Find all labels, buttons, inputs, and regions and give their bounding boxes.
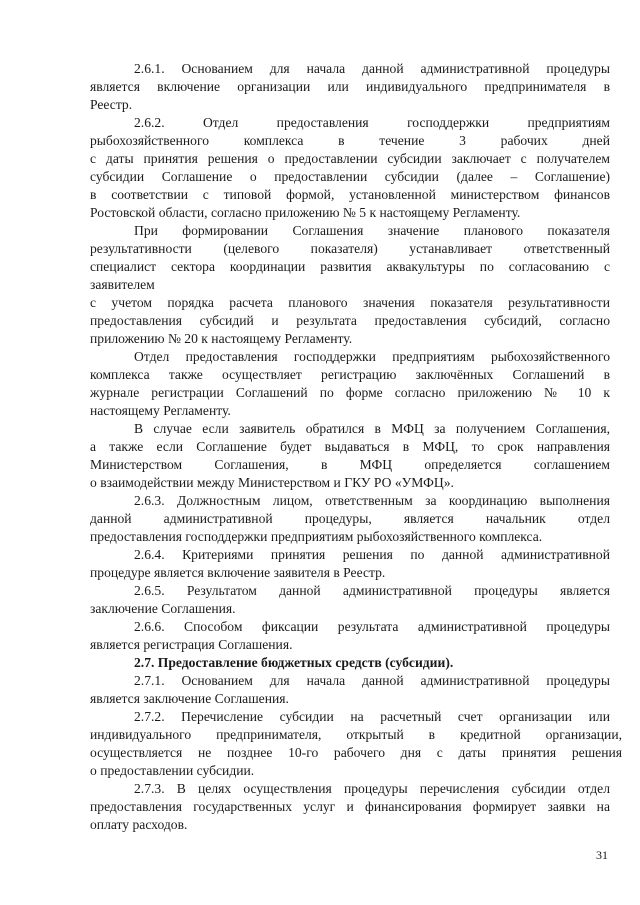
text-line: процедуре является включение заявителя в Реестр. — [90, 565, 386, 580]
text-line: предоставления государственных услуг и финансирования формирует заявки на — [90, 799, 610, 814]
text-line: В случае если заявитель обратился в МФЦ за получением Соглашения, — [134, 421, 610, 436]
text-line: предоставления господдержки предприятиям рыбохозяйственного комплекса. — [90, 529, 543, 544]
text-line: 2.6.6. Способом фиксации результата административной процедуры — [134, 619, 610, 634]
text-line: 2.7.1. Основанием для начала данной административной процедуры — [134, 673, 610, 688]
text-line: 2.6.1. Основанием для начала данной административной процедуры — [134, 61, 610, 76]
text-line: с учетом порядка расчета планового значения показателя результативности — [90, 295, 610, 310]
text-line: является заключение Соглашения. — [90, 691, 289, 706]
text-line: результативности (целевого показателя) устанавливает ответственный — [90, 241, 610, 256]
text-line: является включение организации или индивидуального предпринимателя в — [90, 79, 610, 94]
text-line: 2.6.3. Должностным лицом, ответственным за координацию выполнения — [134, 493, 610, 508]
text-line: Ростовской области, согласно приложению № 5 к настоящему Регламенту. — [90, 205, 521, 220]
text-line: Реестр. — [90, 97, 133, 112]
text-line: рыбохозяйственного комплекса в течение 3 рабочих дней — [90, 133, 610, 148]
text-line: субсидии Соглашение о предоставлении субсидии (далее – Соглашение) — [90, 169, 610, 184]
text-line: с даты принятия решения о предоставлении субсидии заключает с получателем — [90, 151, 610, 166]
text-line: заявителем — [90, 277, 155, 292]
text-line: предоставления субсидий и результата предоставления субсидий, согласно — [90, 313, 610, 328]
section-heading: 2.7. Предоставление бюджетных средств (субсидии). — [134, 655, 454, 670]
text-line: о предоставлении субсидии. — [90, 763, 255, 778]
text-line: в соответствии с типовой формой, установленной министерством финансов — [90, 187, 610, 202]
text-line: оплату расходов. — [90, 817, 188, 832]
text-line: осуществляется не позднее 10-го рабочего дня с даты принятия решения — [90, 745, 622, 760]
text-line: индивидуального предпринимателя, открытый в кредитной организации, — [90, 727, 622, 742]
text-line: о взаимодействии между Министерством и ГКУ РО «УМФЦ». — [90, 475, 454, 490]
text-line: комплекса также осуществляет регистрацию заключённых Соглашений в — [90, 367, 610, 382]
text-line: заключение Соглашения. — [90, 601, 236, 616]
text-line: приложению № 20 к настоящему Регламенту. — [90, 331, 353, 346]
text-line: настоящему Регламенту. — [90, 403, 231, 418]
text-line: При формировании Соглашения значение планового показателя — [134, 223, 610, 238]
text-line: 2.6.5. Результатом данной административной процедуры является — [134, 583, 610, 598]
text-line: является регистрация Соглашения. — [90, 637, 293, 652]
document-page — [90, 60, 622, 834]
text-line: 2.7.2. Перечисление субсидии на расчетный счет организации или — [134, 709, 610, 724]
text-line: 2.6.2. Отдел предоставления господдержки предприятиям — [134, 115, 610, 130]
text-line: данной административной процедуры, является начальник отдел — [90, 511, 610, 526]
text-line: Министерством Соглашения, в МФЦ определяется соглашением — [90, 457, 610, 472]
text-line: журнале регистрации Соглашений по форме согласно приложению № 10 к — [90, 385, 610, 400]
text-line: специалист сектора координации развития аквакультуры по согласованию с — [90, 259, 610, 274]
text-line: Отдел предоставления господдержки предприятиям рыбохозяйственного — [134, 349, 610, 364]
text-line: 2.7.3. В целях осуществления процедуры перечисления субсидии отдел — [134, 781, 610, 796]
text-line: а также если Соглашение будет выдаваться в МФЦ, то срок направления — [90, 439, 610, 454]
page-number: 31 — [596, 848, 608, 862]
text-line: 2.6.4. Критериями принятия решения по данной административной — [134, 547, 610, 562]
